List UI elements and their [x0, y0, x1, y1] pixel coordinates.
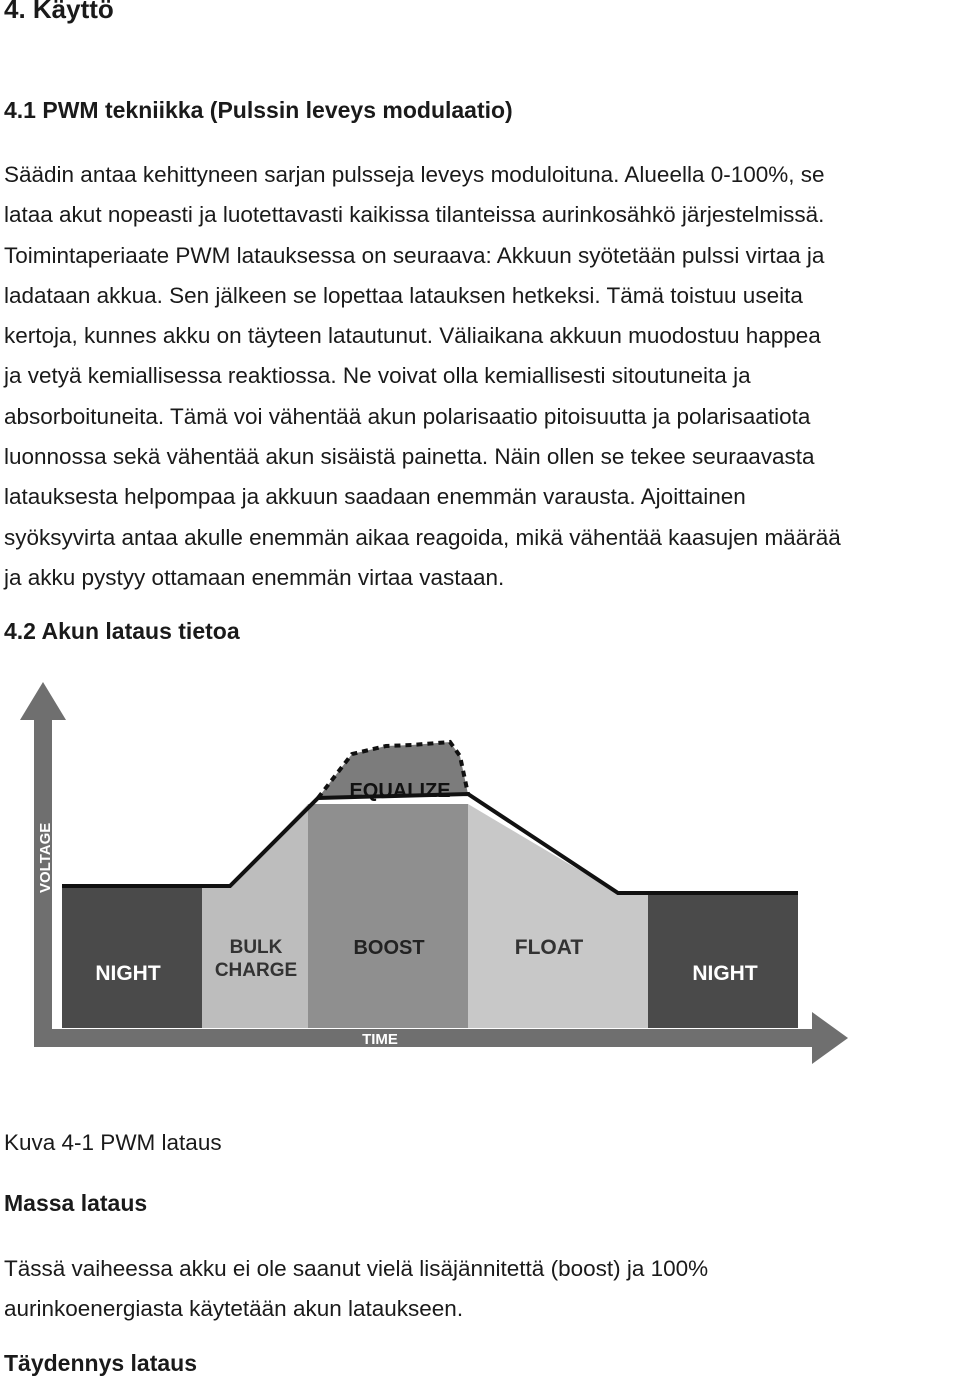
charge-label: CHARGE — [214, 960, 298, 981]
charging-stages-diagram — [0, 668, 960, 1108]
pwm-paragraph — [4, 155, 959, 598]
float-label: FLOAT — [514, 936, 584, 959]
night-left-region — [62, 886, 202, 1028]
y-axis-arrow — [20, 682, 66, 720]
boost-region — [308, 804, 468, 1028]
night-left-label: NIGHT — [95, 962, 161, 985]
paragraph-line: kertoja, kunnes akku on täyteen latautunut. Väliaikana akkuun muodostuu happea — [4, 323, 821, 349]
night-right-label: NIGHT — [692, 962, 758, 985]
paragraph-line: ja akku pystyy ottamaan enemmän virtaa vastaan. — [4, 564, 505, 590]
subsection-title-pwm: 4.1 PWM tekniikka (Pulssin leveys modulaatio) — [4, 97, 513, 123]
paragraph-line: Säädin antaa kehittyneen sarjan pulsseja leveys moduloituna. Alueella 0-100%, se — [4, 162, 825, 187]
paragraph-line: syöksyvirta antaa akulle enemmän aikaa reagoida, mikä vähentää kaasujen määrää — [4, 524, 841, 550]
paragraph-line: latauksesta helpompaa ja akkuun saadaan enemmän varausta. Ajoittainen — [4, 484, 746, 510]
boost-label: BOOST — [353, 937, 425, 959]
paragraph-line: ja vetyä kemiallisessa reaktiossa. Ne voivat olla kemiallisesti sitoutuneita ja — [4, 363, 751, 389]
paragraph-line: luonnossa sekä vähentää akun sisäistä painetta. Näin ollen se tekee seuraavasta — [4, 444, 815, 470]
charging-stages-figure — [0, 668, 960, 1108]
equalize-label: EQUALIZE — [349, 780, 451, 802]
x-axis-label: TIME — [362, 1031, 398, 1048]
paragraph-line: Tässä vaiheessa akku ei ole saanut vielä lisäjännitettä (boost) ja 100% — [4, 1256, 709, 1281]
paragraph-line: ladataan akkua. Sen jälkeen se lopettaa latauksen hetkeksi. Tämä toistuu useita — [4, 282, 803, 308]
heading-mass-charge: Massa lataus — [4, 1190, 148, 1216]
paragraph-line: lataa akut nopeasti ja luotettavasti kaikissa tilanteissa aurinkosähkö järjestelmissä. — [4, 202, 825, 228]
night-right-region — [648, 893, 798, 1028]
paragraph-line: aurinkoenergiasta käytetään akun lataukseen. — [4, 1296, 464, 1322]
y-axis-label: VOLTAGE — [37, 822, 54, 893]
float-region — [468, 804, 648, 1028]
mass-charge-paragraph — [4, 1249, 959, 1330]
bulk-charge-region — [202, 804, 308, 1028]
bulk-label: BULK — [229, 937, 283, 958]
x-axis — [34, 1029, 814, 1047]
figure-caption: Kuva 4-1 PWM lataus — [4, 1130, 222, 1155]
subsection-title-charging: 4.2 Akun lataus tietoa — [4, 618, 240, 644]
paragraph-line: Toimintaperiaate PWM latauksessa on seuraava: Akkuun syötetään pulssi virtaa ja — [4, 242, 825, 268]
x-axis-arrow — [812, 1012, 848, 1064]
paragraph-line: absorboituneita. Tämä voi vähentää akun polarisaatio pitoisuutta ja polarisaatiota — [4, 403, 811, 429]
section-title: 4. Käyttö — [4, 0, 114, 24]
heading-top-up-charge: Täydennys lataus — [4, 1350, 198, 1376]
